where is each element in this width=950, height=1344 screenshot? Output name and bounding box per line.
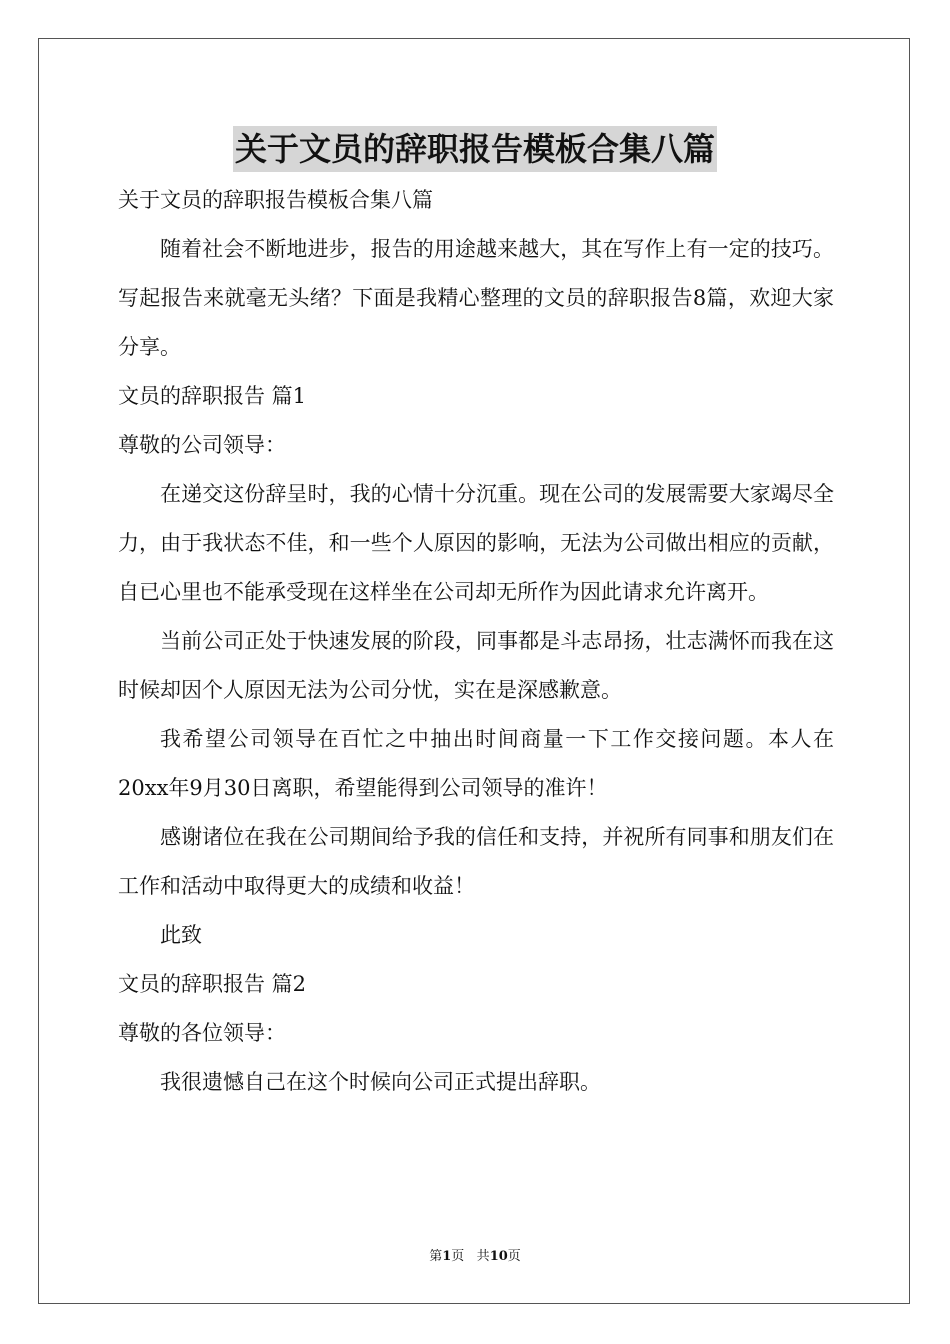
paragraph: 我很遗憾自己在这个时候向公司正式提出辞职。 — [160, 1070, 601, 1094]
title-container — [0, 126, 950, 172]
total-pages: 10 — [489, 1249, 508, 1264]
paragraph: 在递交这份辞呈时，我的心情十分沉重。现在公司的发展需要大家竭尽全力，由于我状态不佳，和一些个人原因的影响，无法为公司做出相应的贡献，自已心里也不能承受现在这样坐在公司却无所作为因此请求允许离开。 — [118, 482, 834, 604]
section-heading: 文员的辞职报告 篇2 — [118, 972, 307, 996]
page-number: 1 — [442, 1249, 452, 1264]
salutation: 尊敬的各位领导： — [118, 1021, 286, 1045]
paragraph: 感谢诸位在我在公司期间给予我的信任和支持，并祝所有同事和朋友们在工作和活动中取得更大的成绩和收益！ — [118, 825, 834, 898]
page-footer — [0, 1248, 950, 1266]
closing: 此致 — [160, 923, 202, 947]
salutation: 尊敬的公司领导： — [118, 433, 286, 457]
paragraph: 我希望公司领导在百忙之中抽出时间商量一下工作交接问题。本人在20xx年9月30日离职，希望能得到公司领导的准许！ — [118, 727, 834, 800]
section-heading: 文员的辞职报告 篇1 — [118, 384, 307, 408]
document-title: 关于文员的辞职报告模板合集八篇 — [233, 126, 717, 172]
page-prefix: 第 — [429, 1249, 443, 1264]
page-suffix: 页 — [451, 1249, 465, 1264]
total-prefix: 共 — [476, 1249, 490, 1264]
paragraph: 关于文员的辞职报告模板合集八篇 — [118, 188, 433, 212]
document-body — [118, 176, 834, 1107]
paragraph: 当前公司正处于快速发展的阶段，同事都是斗志昂扬，壮志满怀而我在这时候却因个人原因无法为公司分忧，实在是深感歉意。 — [118, 629, 834, 702]
total-suffix: 页 — [507, 1249, 521, 1264]
paragraph: 随着社会不断地进步，报告的用途越来越大，其在写作上有一定的技巧。写起报告来就毫无头绪？下面是我精心整理的文员的辞职报告8篇，欢迎大家分享。 — [118, 237, 834, 359]
